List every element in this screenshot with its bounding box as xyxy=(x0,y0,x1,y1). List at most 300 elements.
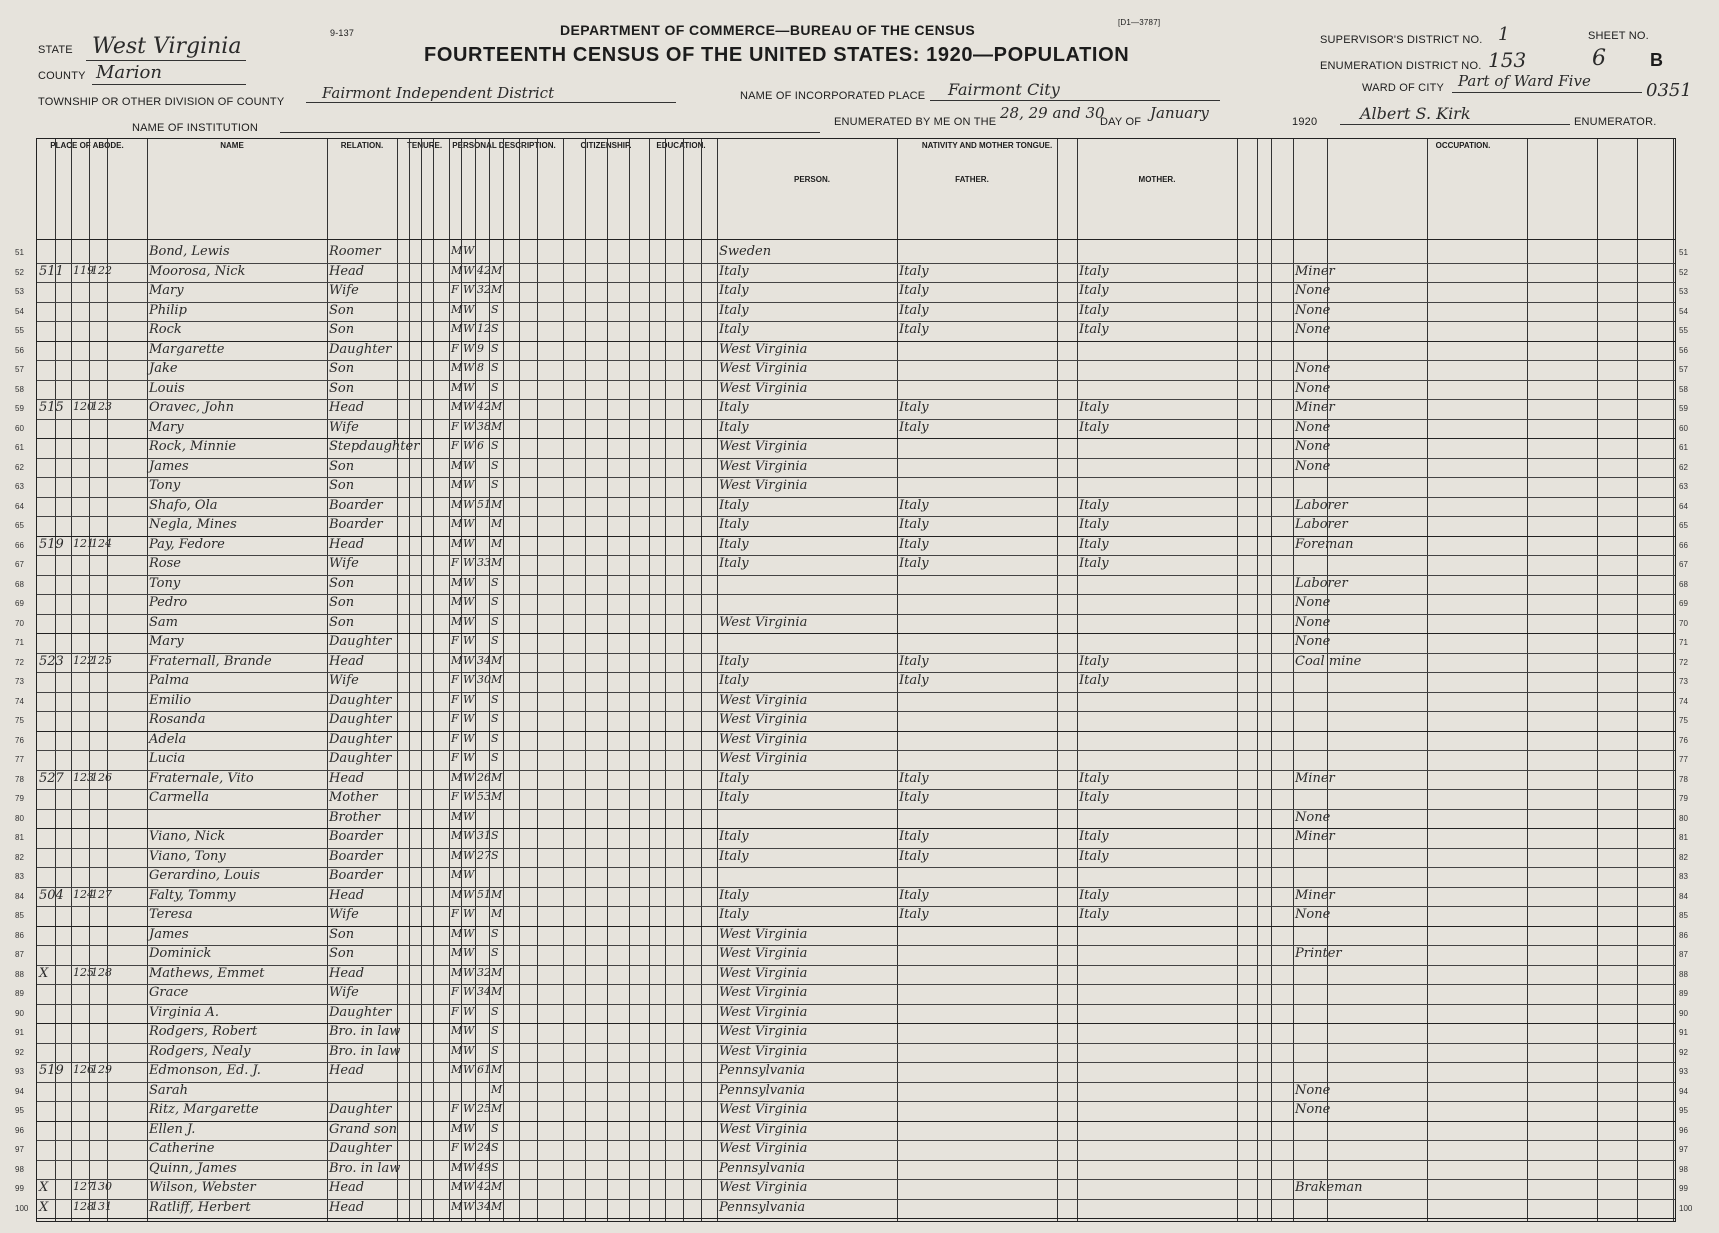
ward-value: Part of Ward Five xyxy=(1458,72,1591,90)
cell-occ: None xyxy=(1295,419,1331,435)
line-number-right: 86 xyxy=(1679,930,1688,940)
cell-name: Dominick xyxy=(149,946,212,961)
cell-name: Mary xyxy=(149,634,184,649)
cell-sex: M xyxy=(451,965,463,979)
line-number-right: 82 xyxy=(1679,852,1688,862)
line-number: 63 xyxy=(15,482,24,491)
cell-occ: None xyxy=(1295,283,1331,298)
cell-relation: Son xyxy=(329,946,355,961)
cell-name: Tony xyxy=(149,575,181,591)
cell-name: Pay, Fedore xyxy=(149,536,225,552)
cell-parent-birth: Italy xyxy=(1079,790,1109,805)
cell-relation: Head xyxy=(329,965,365,981)
ward-underline xyxy=(1452,92,1642,93)
cell-parent-birth: Italy xyxy=(1079,556,1109,571)
cell-color: W xyxy=(463,439,475,452)
cell-relation: Brother xyxy=(329,809,381,825)
cell-marital: S xyxy=(491,848,499,862)
cell-marital: S xyxy=(491,731,499,745)
line-number: 55 xyxy=(15,326,24,335)
census-table xyxy=(15,138,1693,1222)
line-number-right: 64 xyxy=(1679,501,1688,511)
cell-occ: Printer xyxy=(1295,946,1342,961)
sheet-side: B xyxy=(1650,50,1663,70)
cell-age: 51 xyxy=(477,497,491,511)
group-mother: MOTHER. xyxy=(1138,175,1176,184)
cell-name: Ellen J. xyxy=(149,1121,196,1137)
cell-marital: M xyxy=(491,1063,503,1076)
cell-occ: Laborer xyxy=(1295,575,1348,591)
cell-birth: West Virginia xyxy=(719,965,808,981)
line-number: 67 xyxy=(15,560,24,569)
cell-age: 34 xyxy=(477,985,491,998)
cell-age: 32 xyxy=(477,283,491,296)
cell-name: Teresa xyxy=(149,907,193,922)
group-relation: RELATION. xyxy=(340,141,384,150)
cell-color: W xyxy=(463,965,475,979)
cell-color: W xyxy=(463,1102,475,1115)
cell-relation: Son xyxy=(329,478,355,493)
line-number-right: 99 xyxy=(1679,1184,1688,1193)
cell-sex: F xyxy=(451,692,459,706)
cell-parent-birth: Italy xyxy=(899,302,929,318)
line-number-right: 53 xyxy=(1679,287,1688,296)
cell-sex: F xyxy=(451,1004,459,1018)
cell-name: Emilio xyxy=(149,692,192,708)
cell-sex: F xyxy=(451,673,459,686)
cell-occ: None xyxy=(1295,439,1331,454)
cell-relation: Head xyxy=(329,1180,365,1195)
cell-birth: West Virginia xyxy=(719,946,808,961)
cell-sex: F xyxy=(451,556,459,569)
line-number: 85 xyxy=(15,911,24,920)
cell-sex: M xyxy=(451,1160,463,1174)
cell-relation: Wife xyxy=(329,419,359,435)
cell-marital: S xyxy=(491,614,499,628)
institution-underline xyxy=(280,132,820,133)
enumerated-prefix: ENUMERATED BY ME ON THE xyxy=(834,116,997,128)
line-number-right: 95 xyxy=(1679,1106,1688,1115)
line-number: 97 xyxy=(15,1145,24,1154)
cell-relation: Bro. in law xyxy=(329,1160,401,1176)
cell-birth: West Virginia xyxy=(719,1141,808,1156)
cell-age: 31 xyxy=(477,829,491,842)
cell-color: W xyxy=(463,868,475,881)
cell-color: W xyxy=(463,478,475,491)
cell-relation: Daughter xyxy=(329,731,392,747)
cell-name: Moorosa, Nick xyxy=(149,263,246,279)
cell-parent-birth: Italy xyxy=(899,400,929,415)
line-number: 59 xyxy=(15,404,24,413)
cell-relation: Son xyxy=(329,322,355,337)
cell-color: W xyxy=(463,1024,475,1037)
line-number-right: 96 xyxy=(1679,1125,1688,1135)
cell-marital: S xyxy=(491,478,499,491)
line-number-right: 62 xyxy=(1679,462,1688,472)
line-number: 95 xyxy=(15,1106,24,1115)
cell-sex: F xyxy=(451,985,459,998)
cell-name: Wilson, Webster xyxy=(149,1180,256,1195)
cell-name: Oravec, John xyxy=(149,400,234,415)
cell-relation: Son xyxy=(329,614,355,630)
cell-marital: M xyxy=(491,497,503,511)
cell-sex: M xyxy=(451,1063,463,1076)
cell-relation: Boarder xyxy=(329,517,383,532)
cell-color: W xyxy=(463,1160,475,1174)
line-number: 80 xyxy=(15,813,24,823)
cell-parent-birth: Italy xyxy=(899,673,929,688)
cell-birth: Italy xyxy=(719,887,749,903)
cell-occ: None xyxy=(1295,322,1331,337)
line-number-right: 65 xyxy=(1679,521,1688,530)
sheet-label: SHEET NO. xyxy=(1588,30,1649,42)
cell-parent-birth: Italy xyxy=(899,829,929,844)
line-number-right: 84 xyxy=(1679,891,1688,901)
cell-color: W xyxy=(463,1063,475,1076)
cell-age: 42 xyxy=(477,263,491,277)
cell-relation: Wife xyxy=(329,283,359,298)
cell-parent-birth: Italy xyxy=(1079,400,1109,415)
group-occupation: OCCUPATION. xyxy=(1435,141,1491,150)
cell-relation: Daughter xyxy=(329,634,392,649)
cell-marital: S xyxy=(491,595,499,608)
line-number: 72 xyxy=(15,657,24,667)
row-rule xyxy=(37,809,1675,810)
cell-relation: Boarder xyxy=(329,829,383,844)
cell-sex: M xyxy=(451,380,463,394)
line-number: 51 xyxy=(15,248,24,257)
cell-marital: M xyxy=(491,283,503,296)
page-title: FOURTEENTH CENSUS OF THE UNITED STATES: 1920—POPULATION xyxy=(424,44,1130,66)
group-citizenship: CITIZENSHIP. xyxy=(580,141,632,150)
cell-name: Quinn, James xyxy=(149,1160,237,1176)
cell-relation: Head xyxy=(329,400,365,415)
cell-marital: M xyxy=(491,536,503,550)
cell-sex: M xyxy=(451,887,463,901)
cell-age: 6 xyxy=(477,439,484,452)
cell-age: 8 xyxy=(477,361,484,374)
cell-age: 42 xyxy=(477,400,491,413)
cell-occ: Miner xyxy=(1295,263,1335,279)
incorporated-label: NAME OF INCORPORATED PLACE xyxy=(740,90,926,102)
cell-marital: S xyxy=(491,1160,499,1174)
cell-birth: Italy xyxy=(719,829,749,844)
line-number-right: 52 xyxy=(1679,267,1688,277)
line-number: 84 xyxy=(15,891,24,901)
cell-relation: Head xyxy=(329,653,365,669)
cell-sex: M xyxy=(451,497,463,511)
cell-parent-birth: Italy xyxy=(899,322,929,337)
cell-sex: M xyxy=(451,302,463,316)
line-number-right: 77 xyxy=(1679,755,1688,764)
line-number-right: 89 xyxy=(1679,989,1688,998)
line-number: 87 xyxy=(15,950,24,959)
cell-birth: Italy xyxy=(719,419,749,435)
cell-color: W xyxy=(463,1141,475,1154)
line-number: 83 xyxy=(15,872,24,881)
cell-parent-birth: Italy xyxy=(899,419,929,435)
cell-relation: Son xyxy=(329,380,355,396)
cell-birth: Italy xyxy=(719,770,749,786)
line-number-right: 88 xyxy=(1679,969,1688,979)
cell-name: Negla, Mines xyxy=(149,517,237,532)
cell-relation: Son xyxy=(329,575,355,591)
cell-name: Louis xyxy=(149,380,185,396)
line-number-right: 56 xyxy=(1679,345,1688,355)
cell-occ: Laborer xyxy=(1295,497,1348,513)
cell-sex: M xyxy=(451,595,463,608)
cell-family: 131 xyxy=(91,1199,112,1213)
line-number-right: 68 xyxy=(1679,579,1688,589)
ward-label: WARD OF CITY xyxy=(1362,82,1445,94)
cell-parent-birth: Italy xyxy=(899,283,929,298)
cell-age: 42 xyxy=(477,1180,491,1193)
cell-name: Fraternale, Vito xyxy=(149,770,254,786)
group-place-of-abode: PLACE OF ABODE. xyxy=(50,141,124,150)
cell-name: Fraternall, Brande xyxy=(149,653,272,669)
cell-marital: S xyxy=(491,926,499,940)
line-number-right: 93 xyxy=(1679,1067,1688,1076)
line-number-right: 75 xyxy=(1679,716,1688,725)
department-title: DEPARTMENT OF COMMERCE—BUREAU OF THE CENSUS xyxy=(560,22,976,38)
cell-birth: Pennsylvania xyxy=(719,1063,806,1078)
group-father: FATHER. xyxy=(955,175,989,184)
cell-family: 126 xyxy=(91,770,112,784)
cell-birth: West Virginia xyxy=(719,478,808,493)
cell-birth: Italy xyxy=(719,653,749,669)
cell-occ: None xyxy=(1295,634,1331,649)
cell-name: Rock xyxy=(149,322,182,337)
cell-name: Ritz, Margarette xyxy=(149,1102,259,1117)
cell-parent-birth: Italy xyxy=(1079,536,1109,552)
township-underline xyxy=(306,102,676,103)
line-number-right: 83 xyxy=(1679,872,1688,881)
line-number: 52 xyxy=(15,267,24,277)
cell-color: W xyxy=(463,1004,475,1018)
cell-relation: Daughter xyxy=(329,712,392,727)
cell-marital: S xyxy=(491,692,499,706)
cell-marital: S xyxy=(491,829,499,842)
line-number: 78 xyxy=(15,774,24,784)
line-number-right: 92 xyxy=(1679,1047,1688,1057)
cell-birth: West Virginia xyxy=(719,926,808,942)
cell-sex: M xyxy=(451,946,463,959)
line-number-right: 97 xyxy=(1679,1145,1688,1154)
line-number: 69 xyxy=(15,599,24,608)
line-number-right: 74 xyxy=(1679,696,1688,706)
sheet-value: 6 xyxy=(1592,46,1606,71)
cell-street: X xyxy=(39,965,49,981)
cell-marital: M xyxy=(491,770,503,784)
cell-sex: M xyxy=(451,829,463,842)
cell-birth: West Virginia xyxy=(719,614,808,630)
cell-parent-birth: Italy xyxy=(1079,907,1109,922)
cell-parent-birth: Italy xyxy=(1079,829,1109,844)
line-number-right: 73 xyxy=(1679,677,1688,686)
cell-birth: West Virginia xyxy=(719,380,808,396)
cell-marital: M xyxy=(491,887,503,901)
cell-color: W xyxy=(463,419,475,433)
cell-relation: Stepdaughter xyxy=(329,439,420,454)
cell-age: 9 xyxy=(477,341,484,355)
cell-birth: West Virginia xyxy=(719,1180,808,1195)
cell-parent-birth: Italy xyxy=(1079,517,1109,532)
cell-name: Adela xyxy=(149,731,187,747)
cell-street: 519 xyxy=(39,1063,64,1078)
cell-family: 125 xyxy=(91,653,112,667)
line-number: 75 xyxy=(15,716,24,725)
cell-relation: Head xyxy=(329,887,365,903)
cell-marital: M xyxy=(491,517,503,530)
cell-birth: Italy xyxy=(719,790,749,805)
line-number: 70 xyxy=(15,618,24,628)
cell-sex: M xyxy=(451,653,463,667)
cell-color: W xyxy=(463,673,475,686)
line-number: 64 xyxy=(15,501,24,511)
cell-color: W xyxy=(463,926,475,940)
line-number-right: 81 xyxy=(1679,833,1688,842)
cell-parent-birth: Italy xyxy=(899,790,929,805)
cell-name: James xyxy=(149,926,189,942)
cell-birth: West Virginia xyxy=(719,1024,808,1039)
line-number: 57 xyxy=(15,365,24,374)
cell-color: W xyxy=(463,946,475,959)
cell-parent-birth: Italy xyxy=(1079,887,1109,903)
cell-marital: M xyxy=(491,1102,503,1115)
line-number-right: 100 xyxy=(1679,1203,1693,1213)
cell-occ: None xyxy=(1295,1102,1331,1117)
line-number-right: 90 xyxy=(1679,1008,1688,1018)
cell-family: 128 xyxy=(91,965,112,979)
line-number: 62 xyxy=(15,462,24,472)
line-number-right: 94 xyxy=(1679,1086,1688,1096)
cell-relation: Boarder xyxy=(329,497,383,513)
cell-marital: M xyxy=(491,907,503,920)
cell-street: 519 xyxy=(39,536,64,552)
cell-dwelling: 123 xyxy=(73,770,94,784)
cell-sex: F xyxy=(451,790,459,803)
cell-sex: M xyxy=(451,809,463,823)
cell-family: 124 xyxy=(91,536,112,550)
group-education: EDUCATION. xyxy=(656,141,706,150)
cell-birth: Pennsylvania xyxy=(719,1082,806,1098)
cell-color: W xyxy=(463,985,475,998)
cell-marital: S xyxy=(491,751,499,764)
cell-name: Mathews, Emmet xyxy=(149,965,265,981)
cell-marital: S xyxy=(491,1043,499,1057)
cell-name: Rodgers, Robert xyxy=(149,1024,258,1039)
cell-birth: Italy xyxy=(719,848,749,864)
cell-marital: M xyxy=(491,653,503,667)
cell-birth: West Virginia xyxy=(719,341,808,357)
enumerated-month: January xyxy=(1150,104,1209,122)
cell-occ: Laborer xyxy=(1295,517,1348,532)
cell-color: W xyxy=(463,1180,475,1193)
cell-street: X xyxy=(39,1199,49,1215)
cell-parent-birth: Italy xyxy=(1079,322,1109,337)
line-number: 96 xyxy=(15,1125,24,1135)
cell-parent-birth: Italy xyxy=(899,653,929,669)
cell-marital: S xyxy=(491,341,499,355)
cell-birth: Italy xyxy=(719,517,749,532)
cell-color: W xyxy=(463,283,475,296)
cell-name: Palma xyxy=(149,673,190,688)
form-code: [D1—3787] xyxy=(1118,18,1161,27)
cell-relation: Daughter xyxy=(329,692,392,708)
cell-age: 26 xyxy=(477,770,491,784)
cell-dwelling: 128 xyxy=(73,1199,94,1213)
cell-occ: Miner xyxy=(1295,829,1335,844)
cell-occ: Brakeman xyxy=(1295,1180,1363,1195)
cell-marital: S xyxy=(491,439,499,452)
cell-color: W xyxy=(463,1199,475,1213)
cell-color: W xyxy=(463,1121,475,1135)
cell-relation: Roomer xyxy=(329,244,381,259)
cell-occ: Miner xyxy=(1295,770,1335,786)
cell-occ: None xyxy=(1295,1082,1331,1098)
cell-sex: F xyxy=(451,731,459,745)
line-number: 77 xyxy=(15,755,24,764)
cell-birth: Italy xyxy=(719,400,749,415)
line-number-right: 66 xyxy=(1679,540,1688,550)
cell-family: 122 xyxy=(91,263,112,277)
cell-family: 127 xyxy=(91,887,112,901)
cell-marital: S xyxy=(491,1121,499,1135)
cell-marital: M xyxy=(491,965,503,979)
cell-street: 515 xyxy=(39,400,64,415)
cell-sex: M xyxy=(451,400,463,413)
state-underline xyxy=(86,60,246,61)
cell-sex: M xyxy=(451,361,463,374)
enumeration-district-value: 153 xyxy=(1488,48,1527,72)
cell-birth: Italy xyxy=(719,536,749,552)
state-label: STATE xyxy=(38,44,73,56)
cell-marital: S xyxy=(491,1141,499,1154)
cell-age: 38 xyxy=(477,419,491,433)
line-number: 99 xyxy=(15,1184,24,1193)
cell-family: 129 xyxy=(91,1063,112,1076)
line-number: 79 xyxy=(15,794,24,803)
cell-marital: S xyxy=(491,322,499,335)
cell-marital: S xyxy=(491,380,499,394)
cell-marital: S xyxy=(491,361,499,374)
cell-sex: M xyxy=(451,1043,463,1057)
cell-birth: Pennsylvania xyxy=(719,1199,806,1215)
line-number: 91 xyxy=(15,1028,24,1037)
line-number: 68 xyxy=(15,579,24,589)
cell-marital: M xyxy=(491,419,503,433)
cell-relation: Daughter xyxy=(329,1004,392,1020)
line-number-right: 60 xyxy=(1679,423,1688,433)
cell-relation: Head xyxy=(329,1063,365,1078)
cell-age: 61 xyxy=(477,1063,491,1076)
cell-street: X xyxy=(39,1180,49,1195)
cell-marital: S xyxy=(491,946,499,959)
cell-parent-birth: Italy xyxy=(899,907,929,922)
cell-birth: West Virginia xyxy=(719,1004,808,1020)
cell-color: W xyxy=(463,848,475,862)
census-year: 1920 xyxy=(1292,116,1318,128)
cell-name: Jake xyxy=(149,361,178,376)
cell-name: Sarah xyxy=(149,1082,188,1098)
cell-marital: S xyxy=(491,712,499,725)
cell-age: 30 xyxy=(477,673,491,686)
cell-name: Virginia A. xyxy=(149,1004,219,1020)
line-number-right: 80 xyxy=(1679,813,1688,823)
cell-parent-birth: Italy xyxy=(899,848,929,864)
cell-family: 123 xyxy=(91,400,112,413)
cell-age: 12 xyxy=(477,322,491,335)
